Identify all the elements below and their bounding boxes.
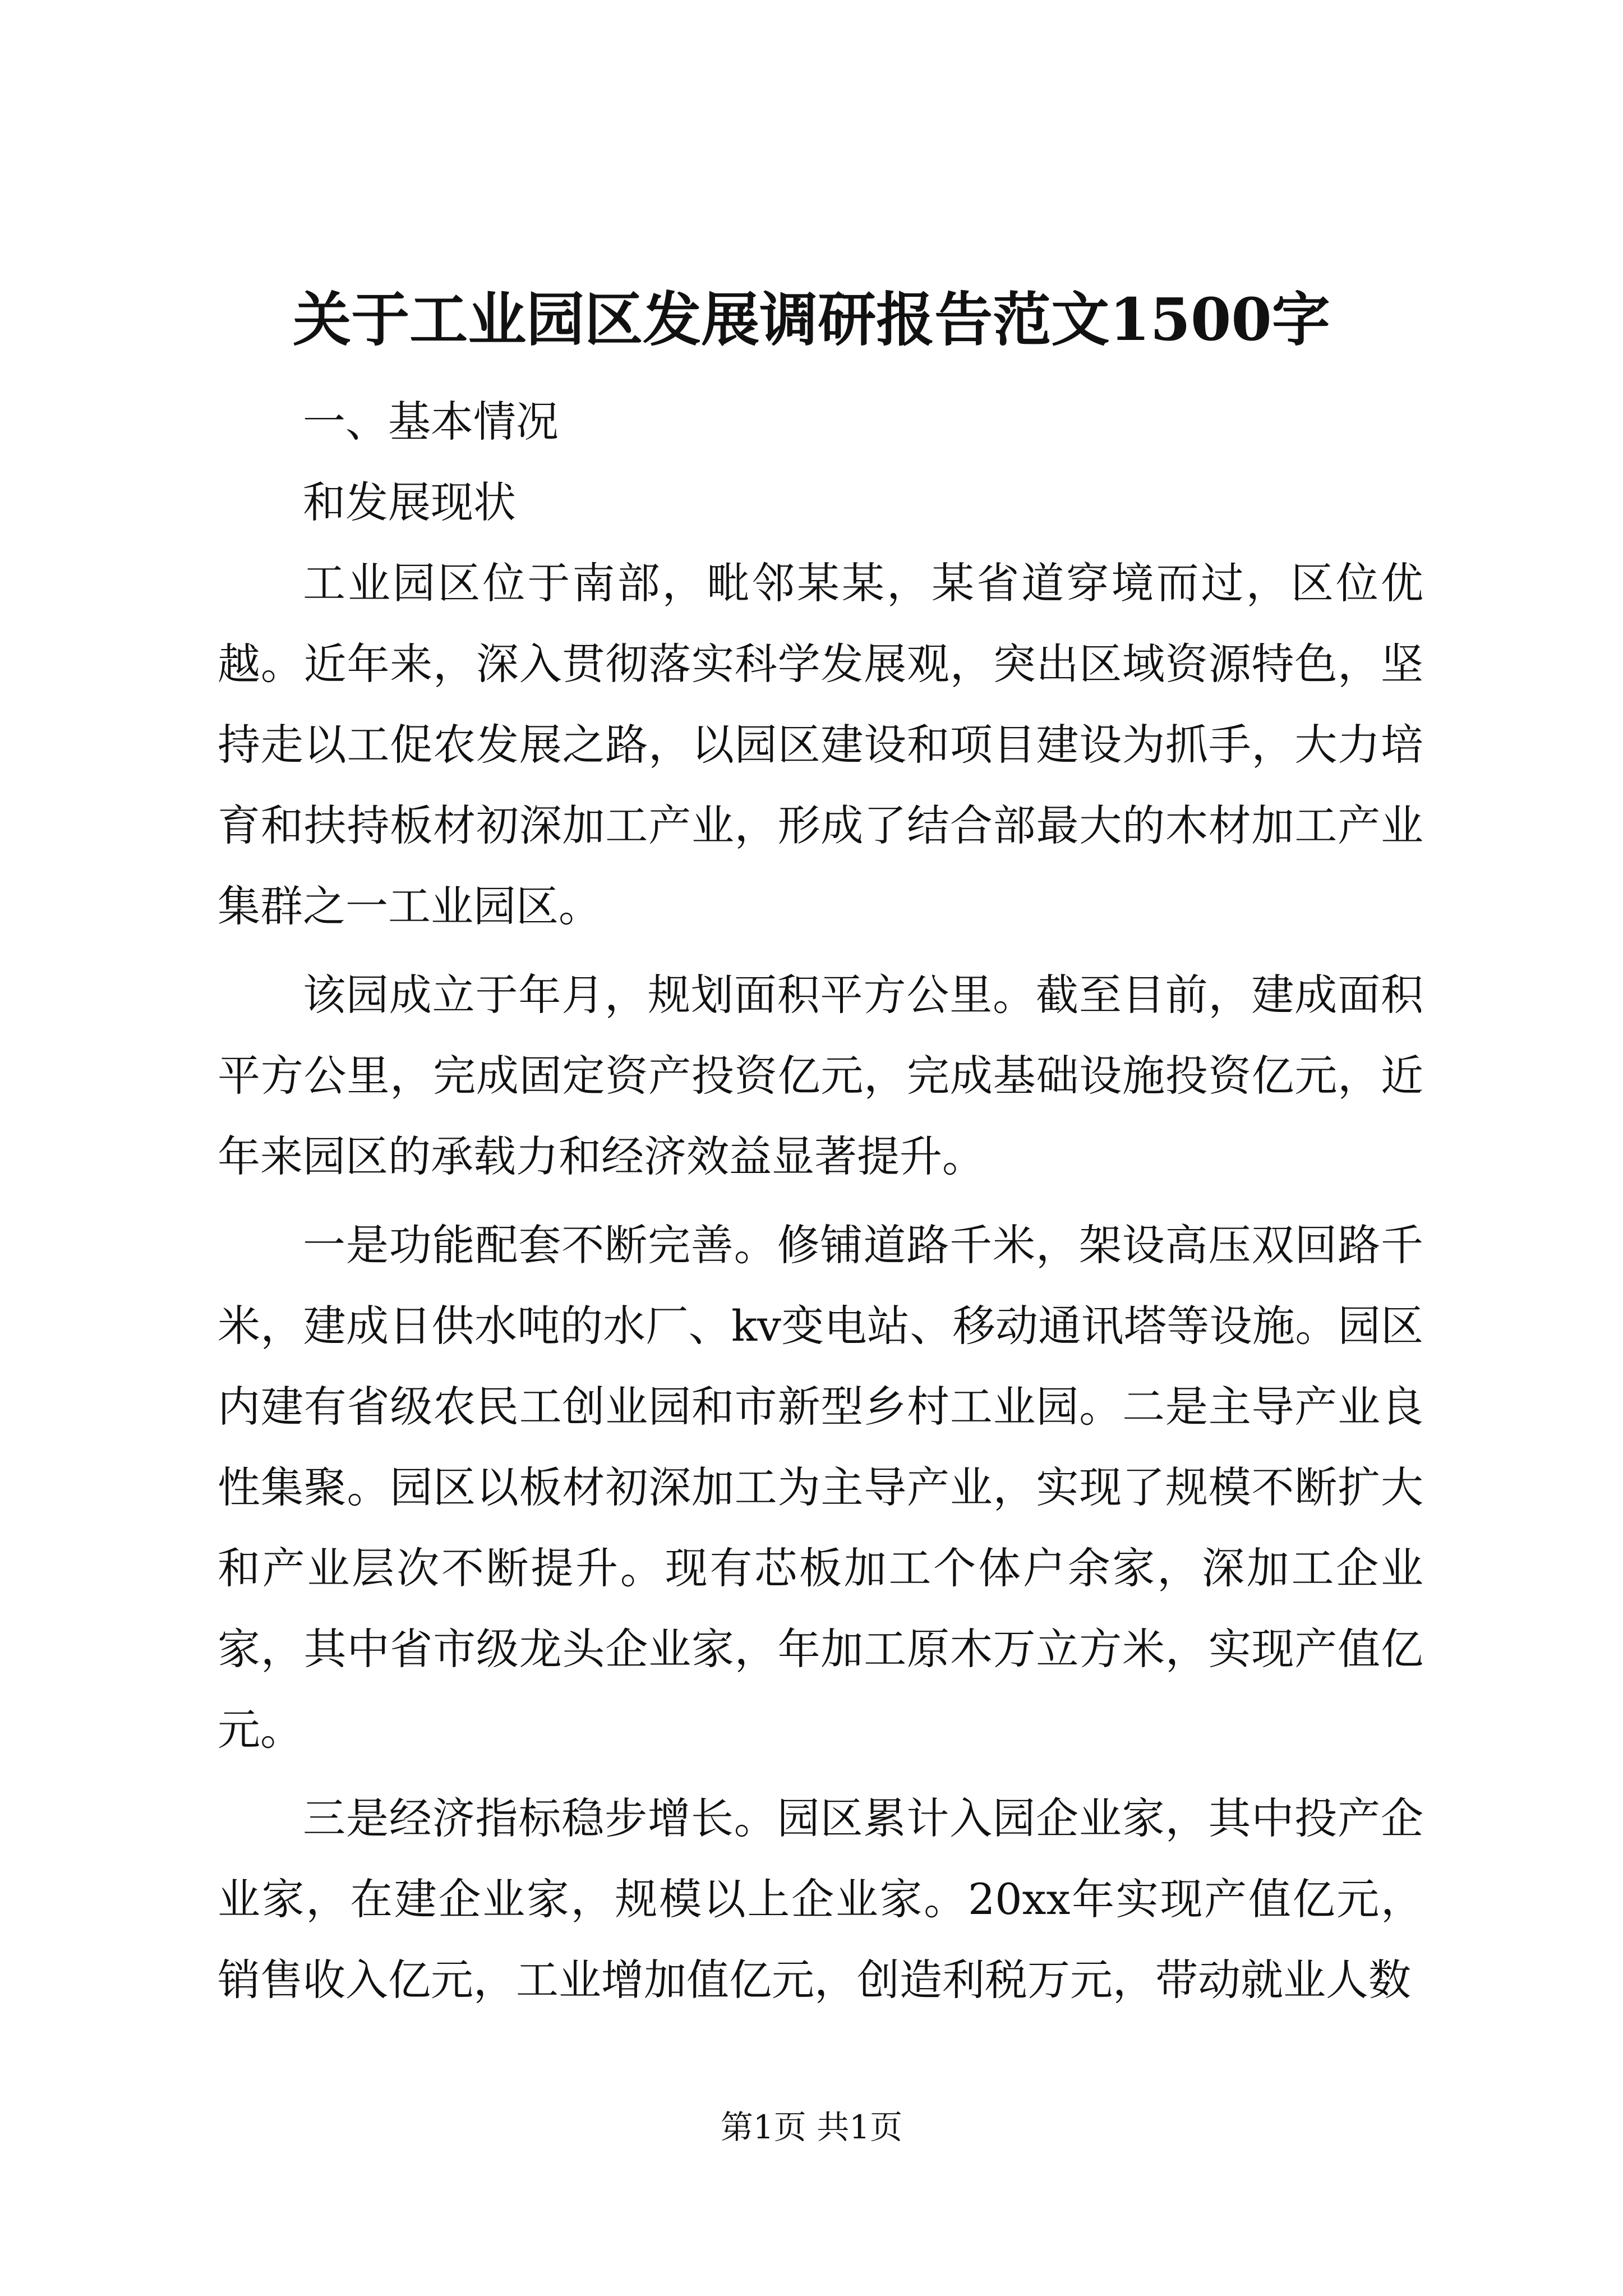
page-number-footer: 第1页 共1页 bbox=[720, 2108, 903, 2146]
paragraph-location: 工业园区位于南部，毗邻某某，某省道穿境而过，区位优越。近年来，深入贯彻落实科学发展观，突出区域资源特色，坚持走以工促农发展之路，以园区建设和项目建设为抓手，大力培育和扶持板材初深加工产业，形成了结合部最大的木材加工产业集群之一工业园区。 bbox=[218, 558, 1423, 931]
document-body bbox=[218, 381, 1423, 2021]
paragraph-heading-2: 和发展现状 bbox=[303, 477, 516, 527]
document-title: 关于工业园区发展调研报告范文1500字 bbox=[293, 285, 1330, 354]
paragraph-indicators: 三是经济指标稳步增长。园区累计入园企业家，其中投产企业家，在建企业家，规模以上企业家。20xx年实现产值亿元，销售收入亿元，工业增加值亿元，创造利税万元，带动就业人数 bbox=[218, 1793, 1423, 2005]
paragraph-heading-1: 一、基本情况 bbox=[303, 397, 559, 447]
paragraph-establishment: 该园成立于年月，规划面积平方公里。截至目前，建成面积平方公里，完成固定资产投资亿元，完成基础设施投资亿元，近年来园区的承载力和经济效益显著提升。 bbox=[218, 970, 1423, 1181]
paragraph-functions: 一是功能配套不断完善。修铺道路千米，架设高压双回路千米，建成日供水吨的水厂、kv变电站、移动通讯塔等设施。园区内建有省级农民工创业园和市新型乡村工业园。二是主导产业良性集聚。园区以板材初深加工为主导产业，实现了规模不断扩大和产业层次不断提升。现有芯板加工个体户余家，深加工企业家，其中省市级龙头企业家，年加工原木万立方米，实现产值亿元。 bbox=[218, 1220, 1423, 1755]
